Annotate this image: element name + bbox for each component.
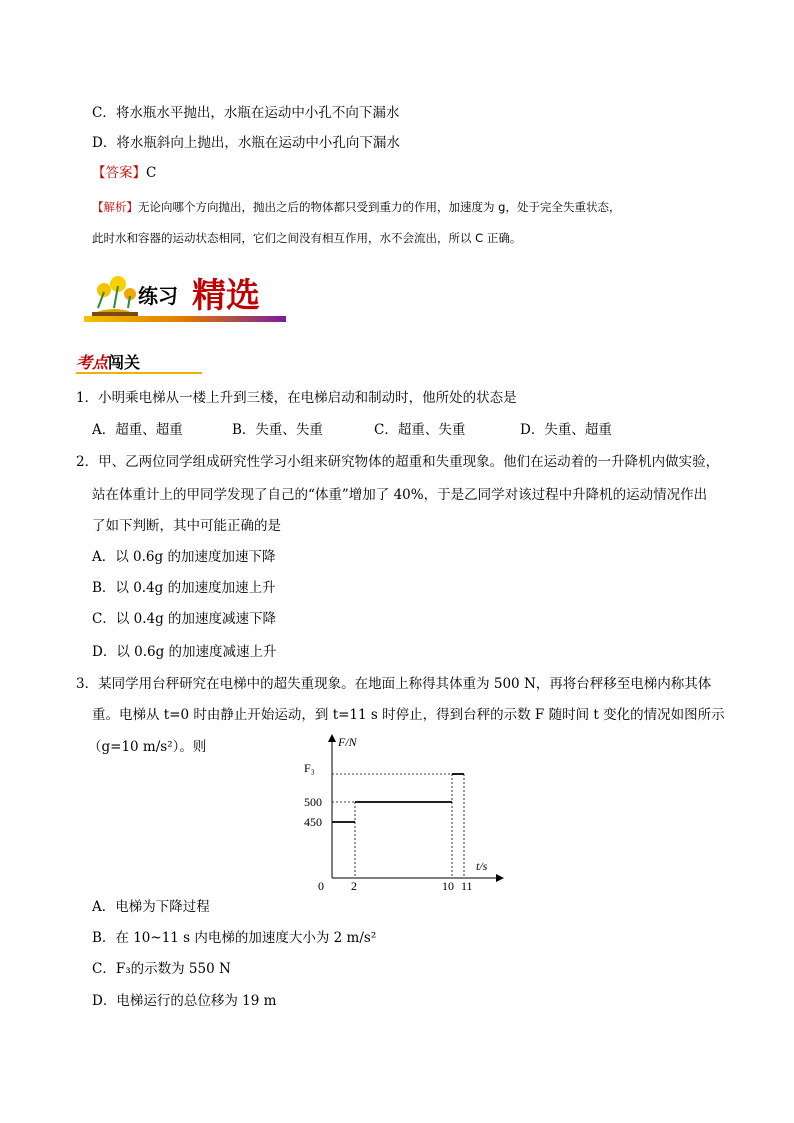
q3-option-d: D．电梯运行的总位移为 19 m <box>92 993 277 1009</box>
answer-tag: 【答案】 <box>92 165 146 181</box>
q1-stem: 1．小明乘电梯从一楼上升到三楼，在电梯启动和制动时，他所处的状态是 <box>76 390 517 406</box>
section-heading <box>76 350 140 373</box>
q2-option-d: D．以 0.6g 的加速度减速上升 <box>92 644 277 660</box>
q2-option-b: B．以 0.4g 的加速度加速上升 <box>92 580 276 596</box>
q2-option-c: C．以 0.4g 的加速度减速下降 <box>92 611 277 627</box>
banner-big-text: 精选 <box>192 276 260 316</box>
banner-gradient-bar <box>84 316 286 322</box>
prev-option-d: D．将水瓶斜向上抛出，水瓶在运动中小孔向下漏水 <box>92 135 400 151</box>
section-heading-part2: 闯关 <box>108 353 141 372</box>
x-tick-label: 10 <box>442 879 454 890</box>
q1-option-a: A．超重、超重 <box>92 422 183 438</box>
x-axis-label: t/s <box>476 859 488 873</box>
q1-option-c: C．超重、失重 <box>374 422 466 438</box>
y-tick-label: F₃ <box>304 761 315 775</box>
q2-stem-3: 了如下判断，其中可能正确的是 <box>92 518 281 534</box>
force-time-chart <box>300 732 510 890</box>
q2-stem-2: 站在体重计上的甲同学发现了自己的“体重”增加了 40%，于是乙同学对该过程中升降机的运动情况作出 <box>92 487 708 503</box>
q2-option-a: A．以 0.6g 的加速度加速下降 <box>92 549 276 565</box>
answer-line <box>92 164 156 182</box>
q3-option-b: B．在 10~11 s 内电梯的加速度大小为 2 m/s² <box>92 930 377 946</box>
explain-text-1: 无论向哪个方向抛出，抛出之后的物体都只受到重力的作用，加速度为 g，处于完全失重状态， <box>138 200 621 214</box>
y-axis-label: F/N <box>338 735 357 749</box>
q3-option-c: C．F₃的示数为 550 N <box>92 961 231 977</box>
explain-tag: 【解析】 <box>92 200 138 214</box>
q3-stem-3: （g=10 m/s²）。则 <box>88 739 207 755</box>
x-tick-label: 11 <box>461 879 473 890</box>
y-tick-label: 450 <box>304 815 322 829</box>
q2-stem-1: 2．甲、乙两位同学组成研究性学习小组来研究物体的超重和失重现象。他们在运动着的一升降机内做实验， <box>76 454 720 470</box>
x-tick-label: 0 <box>318 879 324 890</box>
y-tick-label: 500 <box>304 795 322 809</box>
prev-option-c: C．将水瓶水平抛出，水瓶在运动中小孔不向下漏水 <box>92 105 400 121</box>
q3-stem-1: 3．某同学用台秤研究在电梯中的超失重现象。在地面上称得其体重为 500 N，再将台秤移至电梯内称其体 <box>76 676 712 692</box>
x-tick-label: 2 <box>351 879 357 890</box>
explain-line-1 <box>92 198 620 216</box>
banner-small-text: 练习 <box>138 284 178 308</box>
q3-stem-2: 重。电梯从 t=0 时由静止开始运动，到 t=11 s 时停止，得到台秤的示数 F 随时间 t 变化的情况如图所示 <box>92 707 725 723</box>
explain-line-2: 此时水和容器的运动状态相同，它们之间没有相互作用，水不会流出，所以 C 正确。 <box>92 231 522 245</box>
q1-option-d: D．失重、超重 <box>520 422 612 438</box>
section-underline <box>76 372 202 374</box>
answer-value: C <box>146 165 157 181</box>
section-heading-part1: 考点 <box>76 353 109 372</box>
q1-option-b: B．失重、失重 <box>232 422 323 438</box>
q3-option-a: A．电梯为下降过程 <box>92 899 210 915</box>
